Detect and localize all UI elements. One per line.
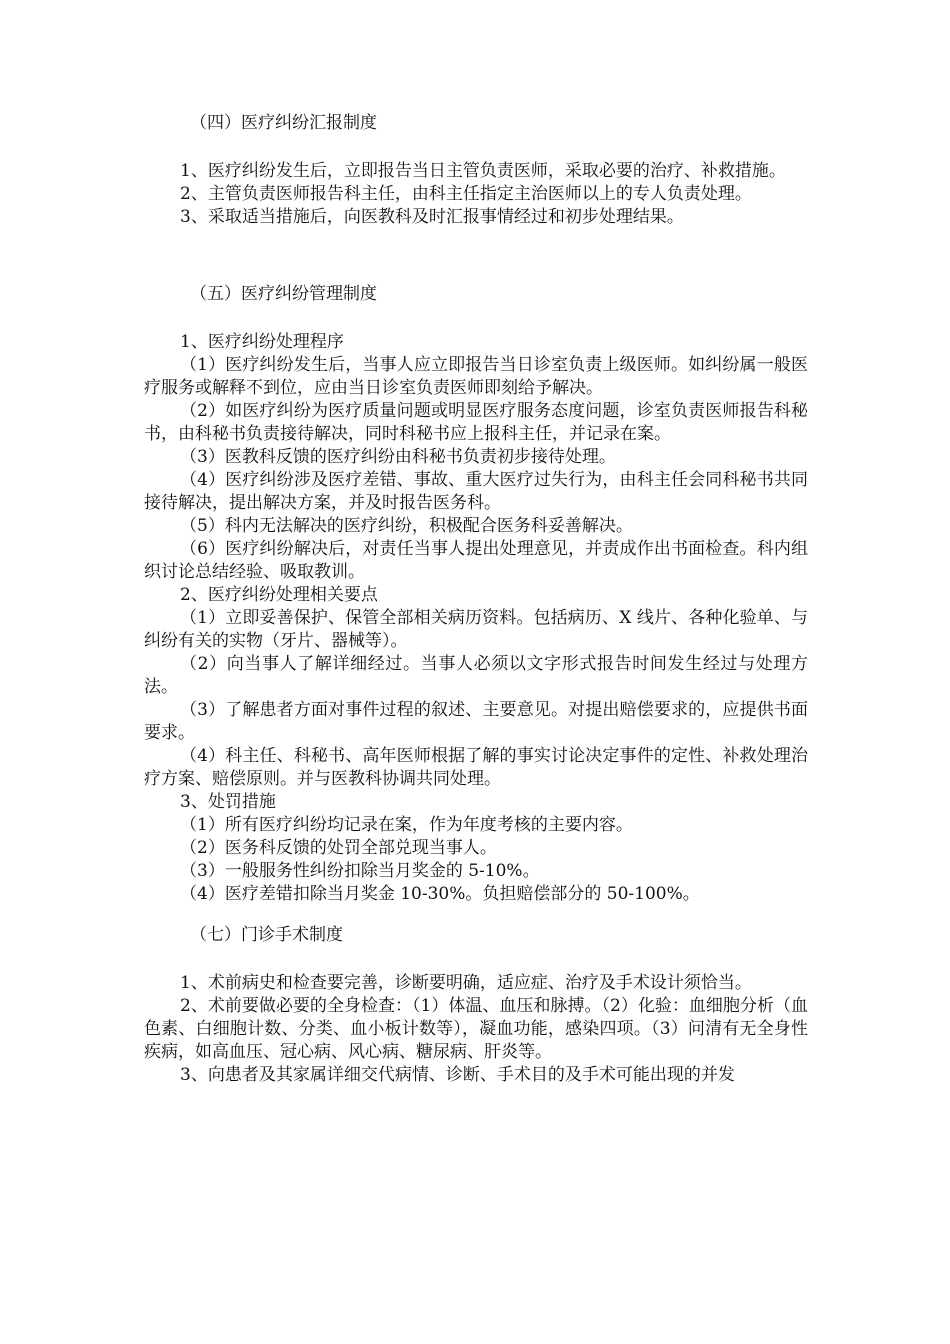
- section-heading: （七）门诊手术制度: [190, 925, 343, 945]
- paragraph: （4）医疗差错扣除当月奖金 10-30%。负担赔偿部分的 50-100%。: [180, 884, 700, 904]
- paragraph: （3）医教科反馈的医疗纠纷由科秘书负责初步接待处理。: [180, 447, 616, 467]
- paragraph: （1）立即妥善保护、保管全部相关病历资料。包括病历、X 线片、各种化验单、与纠纷有关的实物（牙片、器械等）。: [144, 608, 808, 651]
- paragraph: （4）医疗纠纷涉及医疗差错、事故、重大医疗过失行为，由科主任会同科秘书共同接待解决，提出解决方案，并及时报告医务科。: [144, 470, 808, 513]
- paragraph: 1、医疗纠纷处理程序: [180, 332, 344, 352]
- section-heading: （五）医疗纠纷管理制度: [190, 284, 377, 304]
- paragraph: （1）所有医疗纠纷均记录在案，作为年度考核的主要内容。: [180, 815, 633, 835]
- paragraph: （2）如医疗纠纷为医疗质量问题或明显医疗服务态度问题，诊室负责医师报告科秘书，由科秘书负责接待解决，同时科秘书应上报科主任，并记录在案。: [144, 401, 808, 444]
- section-heading: （四）医疗纠纷汇报制度: [190, 113, 377, 133]
- paragraph: （2）向当事人了解详细经过。当事人必须以文字形式报告时间发生经过与处理方法。: [144, 654, 808, 697]
- paragraph: （5）科内无法解决的医疗纠纷，积极配合医务科妥善解决。: [180, 516, 633, 536]
- paragraph: （2）医务科反馈的处罚全部兑现当事人。: [180, 838, 497, 858]
- paragraph: （3）了解患者方面对事件过程的叙述、主要意见。对提出赔偿要求的，应提供书面要求。: [144, 700, 808, 743]
- paragraph: 3、采取适当措施后，向医教科及时汇报事情经过和初步处理结果。: [180, 207, 684, 227]
- document-body: [144, 110, 808, 1087]
- paragraph: 2、医疗纠纷处理相关要点: [180, 585, 378, 605]
- paragraph: （1）医疗纠纷发生后，当事人应立即报告当日诊室负责上级医师。如纠纷属一般医疗服务或解释不到位，应由当日诊室负责医师即刻给予解决。: [144, 355, 808, 398]
- paragraph: （3）一般服务性纠纷扣除当月奖金的 5-10%。: [180, 861, 540, 881]
- paragraph: 2、主管负责医师报告科主任，由科主任指定主治医师以上的专人负责处理。: [180, 184, 752, 204]
- paragraph: 1、医疗纠纷发生后，立即报告当日主管负责医师，采取必要的治疗、补救措施。: [180, 161, 786, 181]
- paragraph: 2、术前要做必要的全身检查：（1）体温、血压和脉搏。（2）化验：血细胞分析（血色素、白细胞计数、分类、血小板计数等），凝血功能，感染四项。（3）问清有无全身性疾病，如高血压、冠心病、风心病、糖尿病、肝炎等。: [144, 996, 808, 1062]
- paragraph: 1、术前病史和检查要完善，诊断要明确，适应症、治疗及手术设计须恰当。: [180, 973, 752, 993]
- paragraph: 3、向患者及其家属详细交代病情、诊断、手术目的及手术可能出现的并发: [180, 1065, 735, 1085]
- paragraph: （6）医疗纠纷解决后，对责任当事人提出处理意见，并责成作出书面检查。科内组织讨论总结经验、吸取教训。: [144, 539, 808, 582]
- paragraph: （4）科主任、科秘书、高年医师根据了解的事实讨论决定事件的定性、补救处理治疗方案、赔偿原则。并与医教科协调共同处理。: [144, 746, 808, 789]
- paragraph: 3、处罚措施: [180, 792, 276, 812]
